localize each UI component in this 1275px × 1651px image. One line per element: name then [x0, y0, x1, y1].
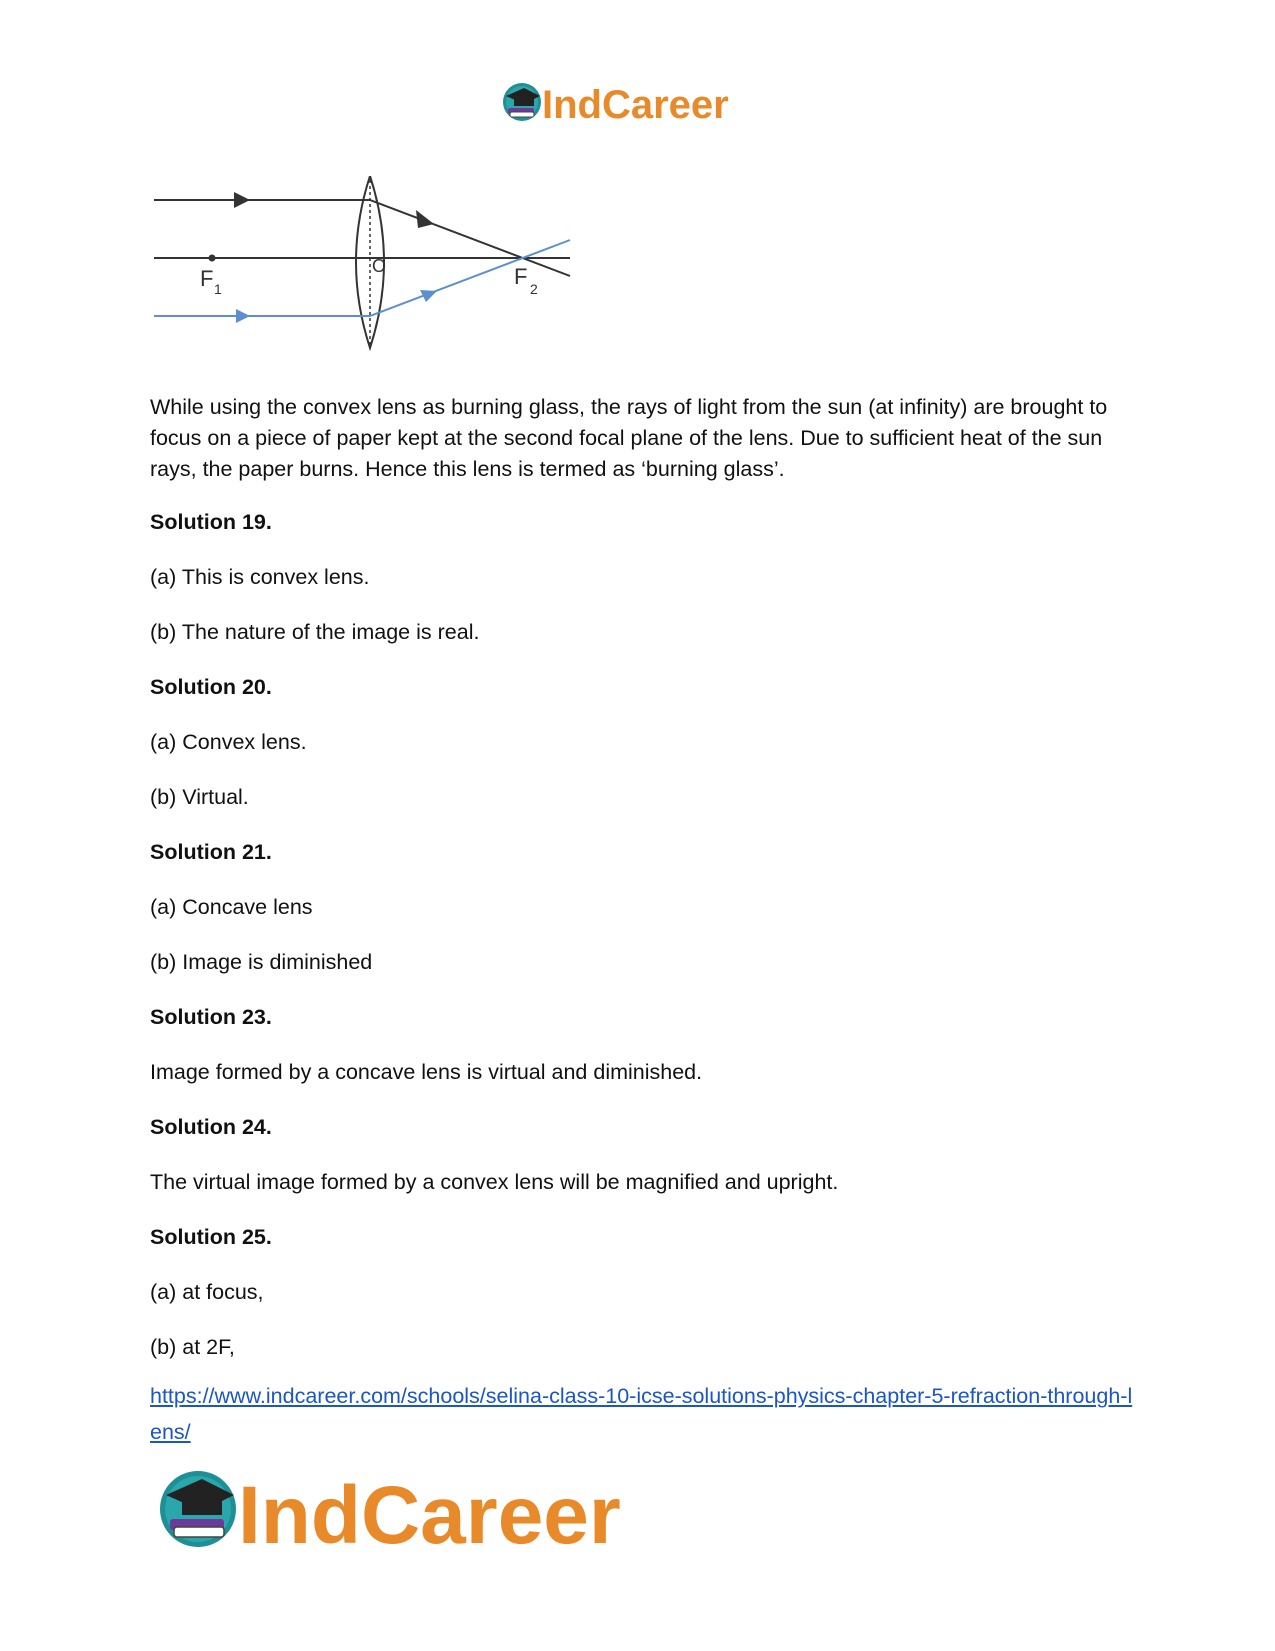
solution-line: (b) Virtual.	[150, 785, 249, 809]
indcareer-logo-top	[500, 78, 780, 134]
logo-text: IndCareer	[542, 83, 729, 127]
solution-heading: Solution 25.	[150, 1225, 272, 1249]
document-content	[150, 392, 1140, 1450]
label-f1-sub: 1	[214, 281, 222, 297]
convex-lens-ray-diagram	[150, 176, 610, 368]
solution-line: (a) This is convex lens.	[150, 565, 370, 589]
intro-paragraph: While using the convex lens as burning glass, the rays of light from the sun (at infinity) are brought to focus on a piece of paper kept at the second focal plane of the lens. Due to sufficient heat of the sun rays, the paper burns. Hence this lens is termed as ‘burning glass’.	[150, 395, 1108, 481]
solution-heading: Solution 24.	[150, 1115, 272, 1139]
graduation-cap-book-icon	[503, 83, 541, 121]
solution-line: Image formed by a concave lens is virtual and diminished.	[150, 1060, 703, 1084]
refracted-ray-bottom	[370, 240, 570, 316]
arrow-icon	[236, 309, 250, 323]
solution-line: (b) at 2F,	[150, 1335, 235, 1359]
source-link[interactable]: https://www.indcareer.com/schools/selina-class-10-icse-solutions-physics-chapter-5-refraction-through-lens/	[150, 1384, 1133, 1444]
label-optical-centre: O	[372, 256, 387, 276]
graduation-cap-book-icon	[160, 1471, 236, 1547]
solution-heading: Solution 21.	[150, 840, 272, 864]
focal-point-f1	[209, 255, 216, 262]
solution-line: (a) at focus,	[150, 1280, 264, 1304]
solution-line: (a) Convex lens.	[150, 730, 307, 754]
solution-heading: Solution 20.	[150, 675, 272, 699]
solution-line: The virtual image formed by a convex lens will be magnified and upright.	[150, 1170, 839, 1194]
indcareer-logo-bottom	[158, 1465, 698, 1559]
arrow-icon	[234, 192, 250, 208]
solution-line: (b) The nature of the image is real.	[150, 620, 480, 644]
logo-text: IndCareer	[238, 1470, 621, 1559]
label-f2: F	[514, 264, 528, 289]
arrow-icon	[416, 210, 434, 228]
label-f1: F	[200, 266, 214, 291]
refracted-ray-top	[370, 200, 570, 276]
solution-line: (a) Concave lens	[150, 895, 313, 919]
label-f2-sub: 2	[530, 281, 538, 297]
solution-line: (b) Image is diminished	[150, 950, 373, 974]
solution-heading: Solution 23.	[150, 1005, 272, 1029]
solution-heading: Solution 19.	[150, 510, 272, 534]
